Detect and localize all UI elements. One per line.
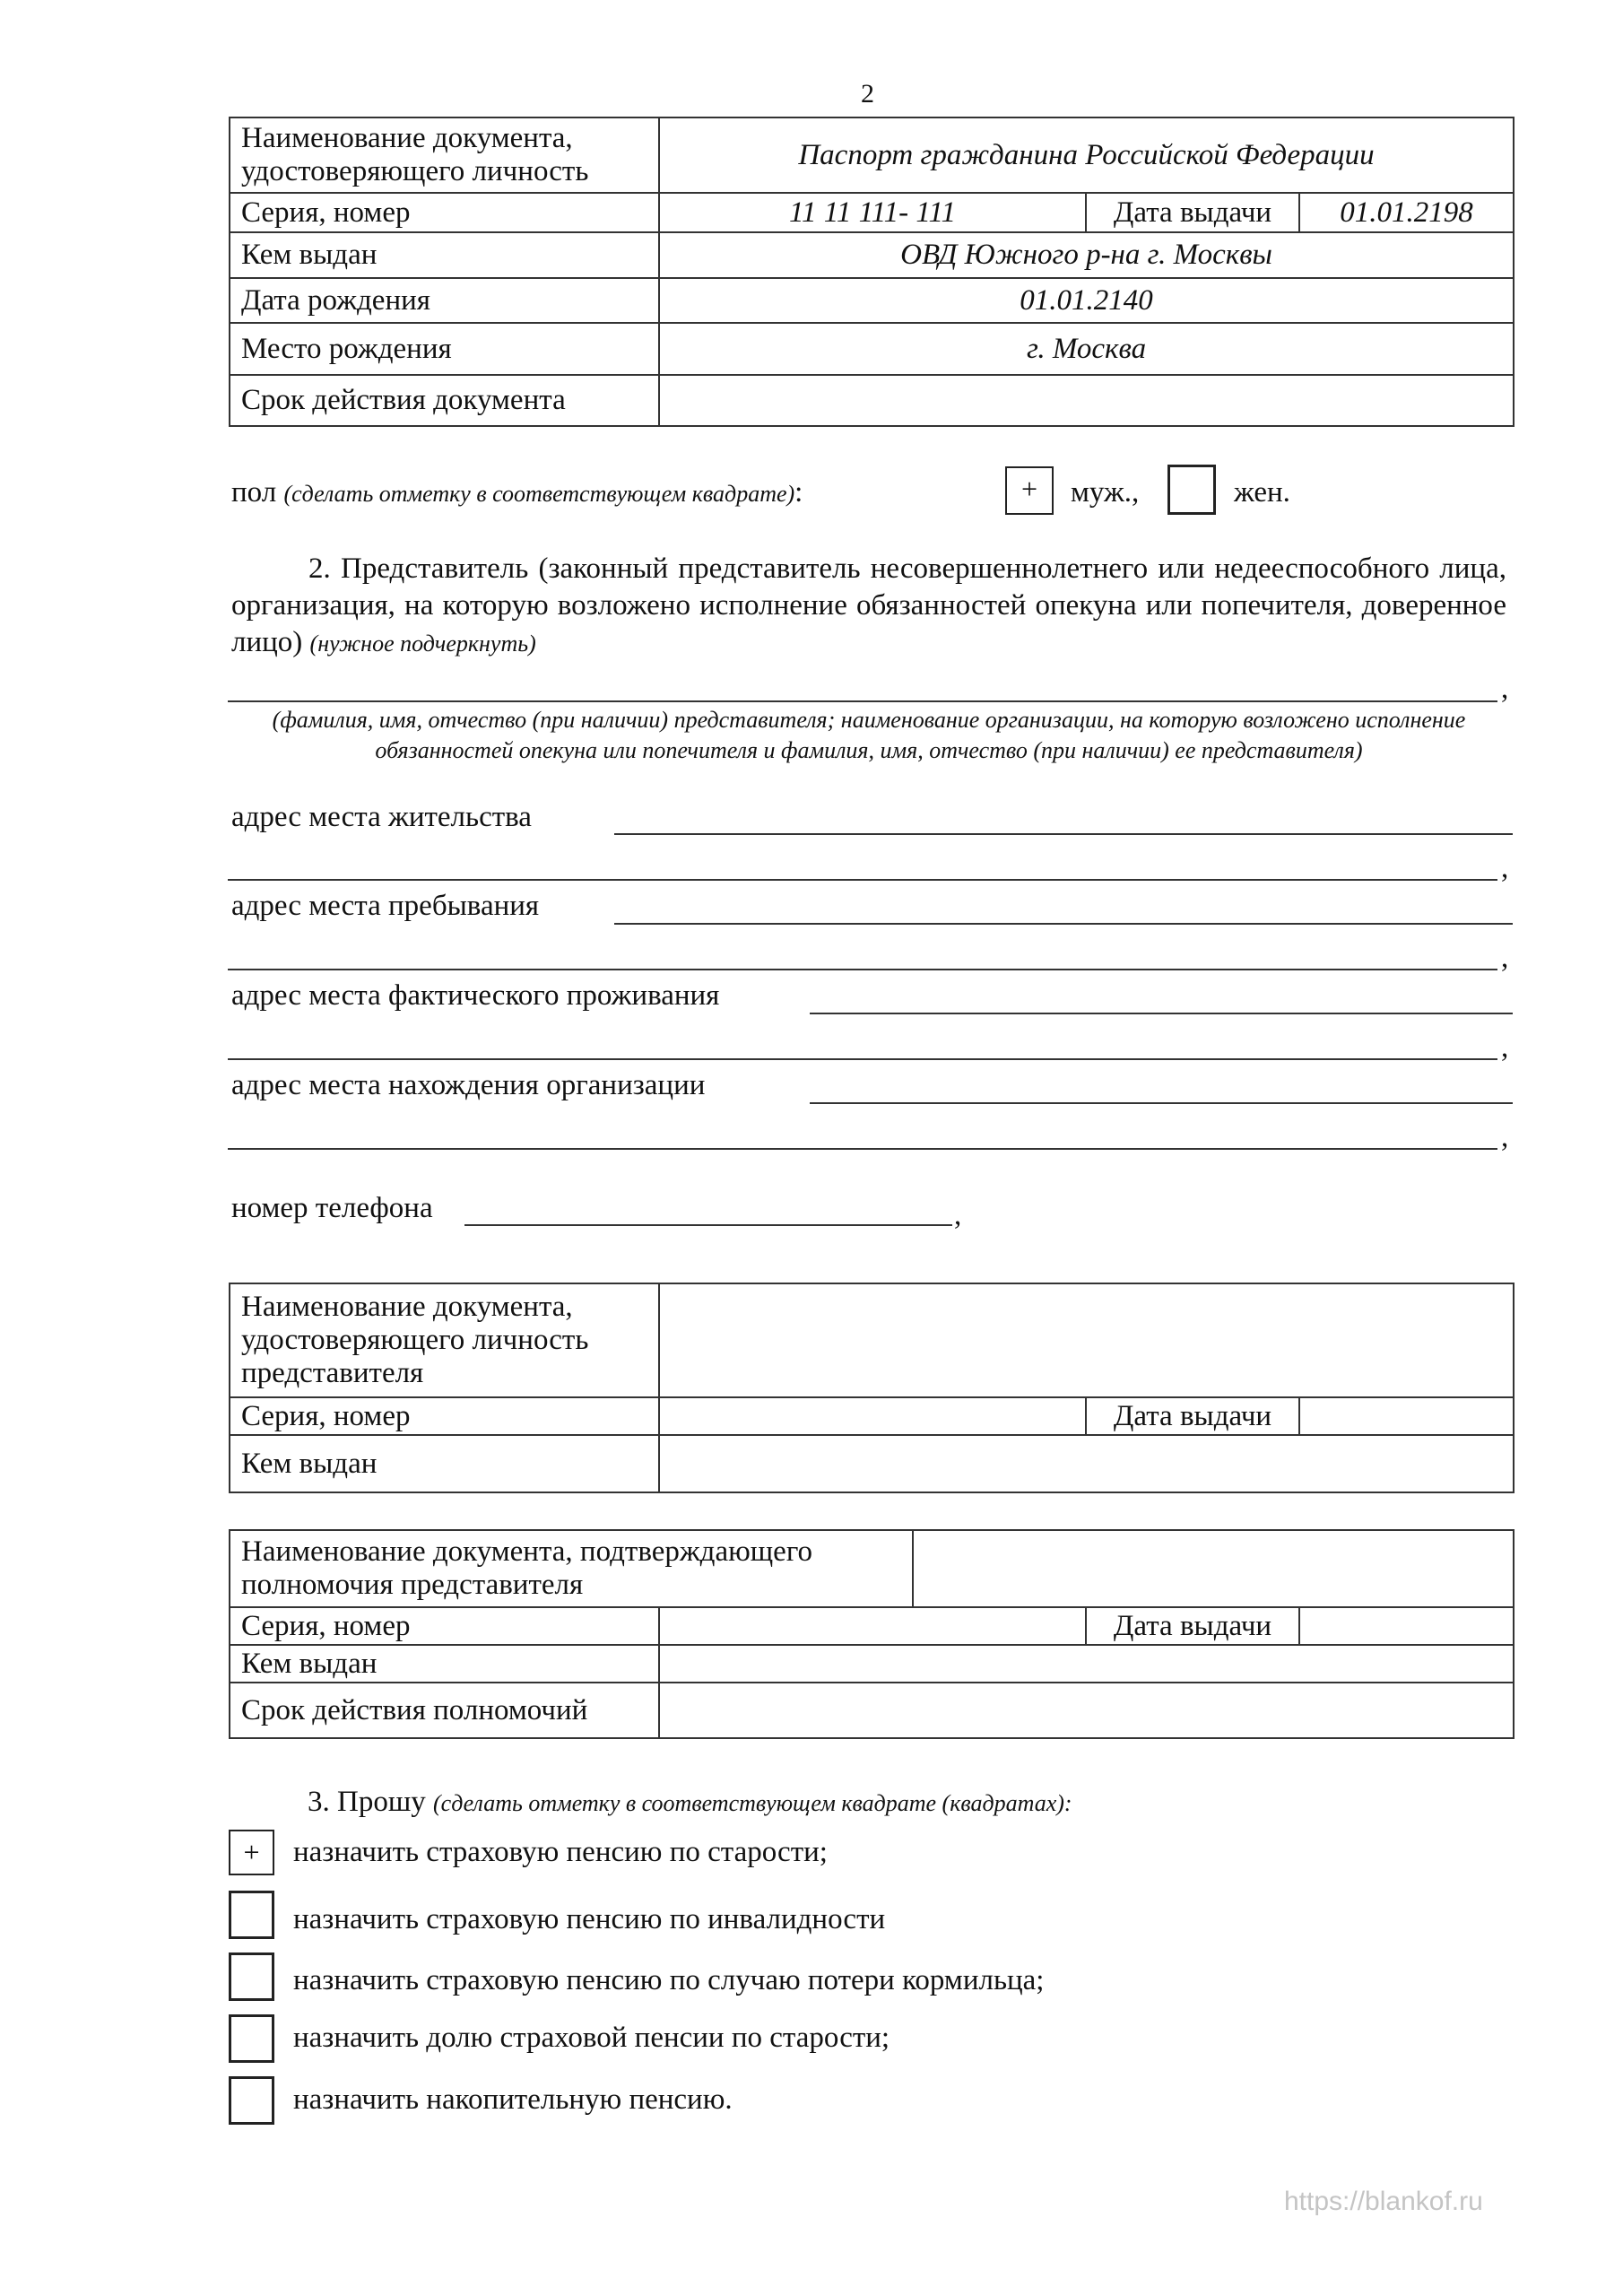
auth-issue-date-value[interactable] (1299, 1607, 1514, 1645)
addr-actual-field[interactable] (810, 1013, 1513, 1014)
female-checkbox[interactable] (1167, 465, 1216, 515)
validity-label: Срок действия документа (230, 375, 659, 426)
addr-residence-label: адрес места жительства (231, 801, 532, 833)
birth-date-value[interactable]: 01.01.2140 (659, 278, 1514, 323)
gender-colon: : (794, 476, 803, 509)
comma: , (1501, 852, 1509, 884)
series-label: Серия, номер (230, 193, 659, 232)
auth-series-label: Серия, номер (230, 1607, 659, 1645)
gender-hint: (сделать отметку в соответствующем квадрате) (283, 481, 795, 507)
page-number: 2 (861, 79, 874, 109)
request-hint: (сделать отметку в соответствующем квадрате (квадратах): (433, 1790, 1072, 1816)
issued-by-label: Кем выдан (230, 232, 659, 278)
request-option-disability: назначить страховую пенсию по инвалидности (293, 1903, 886, 1935)
doc-name-label: Наименование документа, удостоверяющего личность (230, 117, 659, 193)
doc-name-value[interactable]: Паспорт гражданина Российской Федерации (659, 117, 1514, 193)
addr-stay-field[interactable] (614, 923, 1513, 925)
request-checkbox-funded[interactable] (229, 2076, 274, 2125)
addr-org-label: адрес места нахождения организации (231, 1069, 706, 1101)
rep-authority-doc-table (229, 1529, 1515, 1739)
addr-stay-label: адрес места пребывания (231, 890, 540, 922)
female-label: жен. (1234, 476, 1290, 509)
rep-series-label: Серия, номер (230, 1397, 659, 1435)
request-checkbox-share[interactable] (229, 2014, 274, 2063)
representative-section (231, 551, 1506, 662)
identity-doc-table (229, 117, 1515, 427)
auth-doc-name-value[interactable] (913, 1530, 1514, 1607)
rep-series-value[interactable] (659, 1397, 1086, 1435)
rep-issued-by-label: Кем выдан (230, 1435, 659, 1492)
representative-hint: (нужное подчеркнуть) (309, 631, 536, 657)
validity-value[interactable] (659, 375, 1514, 426)
request-option-old-age: назначить страховую пенсию по старости; (293, 1836, 828, 1868)
rep-doc-name-value[interactable] (659, 1283, 1514, 1397)
request-option-funded: назначить накопительную пенсию. (293, 2083, 733, 2116)
auth-series-value[interactable] (659, 1607, 1086, 1645)
rep-issue-date-value[interactable] (1299, 1397, 1514, 1435)
representative-text: 2. Представитель (законный представитель несовершеннолетнего или недееспособного лица, организация, на которую возложено исполнение обязанностей опекуна или попечителя, доверенное лицо) (231, 552, 1506, 658)
male-checkbox[interactable]: + (1005, 466, 1054, 515)
request-checkbox-disability[interactable] (229, 1891, 274, 1939)
issued-by-value[interactable]: ОВД Южного р-на г. Москвы (659, 232, 1514, 278)
comma: , (1501, 1121, 1509, 1153)
auth-issued-by-label: Кем выдан (230, 1645, 659, 1683)
addr-residence-field-2[interactable] (228, 879, 1497, 881)
auth-doc-name-label: Наименование документа, подтверждающего полномочия представителя (230, 1530, 913, 1607)
addr-actual-field-2[interactable] (228, 1058, 1497, 1060)
series-value[interactable]: 11 11 111- 111 (659, 193, 1086, 232)
rep-identity-doc-table (229, 1283, 1515, 1493)
comma: , (1501, 673, 1509, 705)
auth-issued-by-value[interactable] (659, 1645, 1514, 1683)
addr-actual-label: адрес места фактического проживания (231, 979, 720, 1012)
auth-validity-label: Срок действия полномочий (230, 1683, 659, 1738)
auth-validity-value[interactable] (659, 1683, 1514, 1738)
male-label: муж., (1071, 476, 1140, 509)
issue-date-label: Дата выдачи (1086, 193, 1299, 232)
phone-label: номер телефона (231, 1192, 433, 1224)
request-heading (308, 1787, 1072, 1817)
birth-place-value[interactable]: г. Москва (659, 323, 1514, 375)
addr-stay-field-2[interactable] (228, 969, 1497, 970)
gender-row (231, 478, 803, 508)
addr-org-field-2[interactable] (228, 1148, 1497, 1150)
request-checkbox-survivor[interactable] (229, 1952, 274, 2001)
request-checkbox-old-age[interactable]: + (229, 1830, 274, 1875)
request-option-share: назначить долю страховой пенсии по старости; (293, 2022, 890, 2054)
rep-doc-name-label: Наименование документа, удостоверяющего личность представителя (230, 1283, 659, 1397)
rep-issued-by-value[interactable] (659, 1435, 1514, 1492)
rep-issue-date-label: Дата выдачи (1086, 1397, 1299, 1435)
comma: , (954, 1199, 962, 1231)
birth-place-label: Место рождения (230, 323, 659, 375)
representative-name-note: (фамилия, имя, отчество (при наличии) представителя; наименование организации, на которую возложено исполнение обязанностей опекуна или попечителя и фамилия, имя, отчество (при наличии) ее представителя) (272, 707, 1466, 763)
birth-date-label: Дата рождения (230, 278, 659, 323)
gender-label: пол (231, 476, 277, 509)
addr-org-field[interactable] (810, 1102, 1513, 1104)
comma: , (1501, 1031, 1509, 1064)
request-title: 3. Прошу (308, 1786, 426, 1818)
addr-residence-field[interactable] (614, 833, 1513, 835)
watermark-link[interactable]: https://blankof.ru (1284, 2187, 1483, 2216)
representative-name-field[interactable] (228, 700, 1497, 702)
auth-issue-date-label: Дата выдачи (1086, 1607, 1299, 1645)
issue-date-value[interactable]: 01.01.2198 (1299, 193, 1514, 232)
comma: , (1501, 942, 1509, 974)
phone-field[interactable] (464, 1224, 952, 1226)
request-option-survivor: назначить страховую пенсию по случаю потери кормильца; (293, 1964, 1045, 1996)
